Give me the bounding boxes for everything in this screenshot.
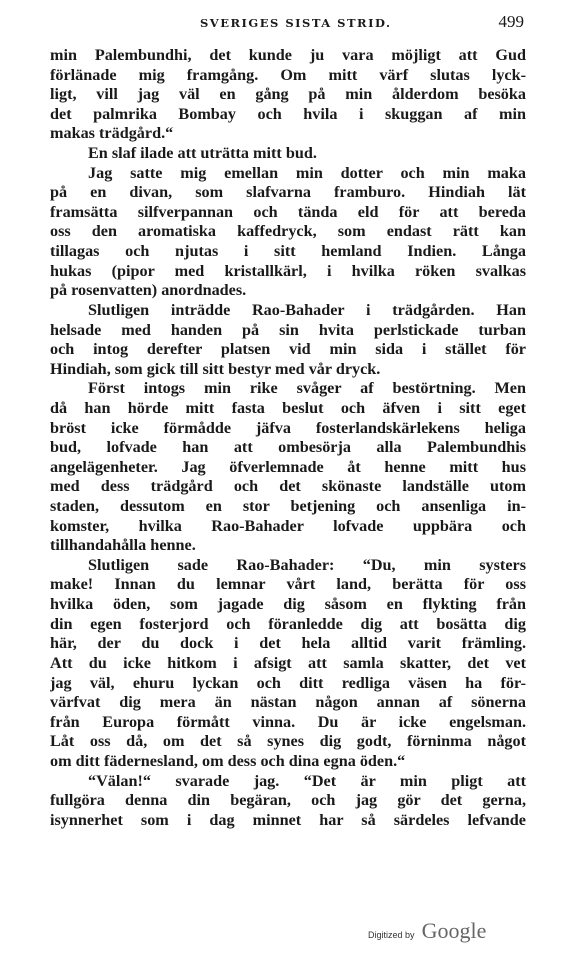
text-line: här, der du dock i det hela alltid varit främling. xyxy=(50,634,526,653)
page-header xyxy=(50,12,526,36)
running-head: SVERIGES SISTA STRID. xyxy=(200,16,392,30)
text-line: tillagas och njutas i sitt hemland Indien. Långa xyxy=(50,242,526,261)
text-line: och intog derefter platsen vid min sida i stället för xyxy=(50,340,526,359)
text-line: komster, hvilka Rao-Bahader lofvade uppbära och xyxy=(50,516,526,535)
text-line: make! Innan du lemnar vårt land, berätta för oss xyxy=(50,575,526,594)
text-line: “Välan!“ svarade jag. “Det är min pligt att xyxy=(88,771,526,790)
text-line: angelägenheter. Jag öfverlemnade åt henne mitt hus xyxy=(50,457,526,476)
text-line: min Palembundhi, det kunde ju vara möjligt att Gud xyxy=(50,46,526,64)
text-line: det palmrika Bombay och hvila i skuggan af min xyxy=(50,104,526,123)
digitized-by-label: Digitized by xyxy=(368,930,415,940)
text-line: om ditt fädernesland, om dess och dina egna öden.“ xyxy=(50,751,406,770)
body-text xyxy=(50,46,526,830)
text-line: Slutligen inträdde Rao-Bahader i trädgården. Han xyxy=(88,300,526,319)
text-line: på en divan, som slafvarna framburo. Hindiah lät xyxy=(50,183,526,202)
text-line: fullgöra denna din begäran, och jag gör det gerna, xyxy=(50,791,526,810)
text-line: helsade med handen på sin hvita perlstickade turban xyxy=(50,320,526,339)
text-line: från Europa förmått vinna. Du är icke engelsman. xyxy=(50,712,526,731)
text-line: staden, dessutom en stor betjening och ansenliga in- xyxy=(50,497,526,516)
text-line: jag väl, ehuru lyckan och ditt redliga väsen ha för- xyxy=(50,673,526,692)
text-line: Hindiah, som gick till sitt bestyr med vår dryck. xyxy=(50,359,381,378)
text-line: bud, lofvade han att ombesörja alla Palembundhis xyxy=(50,438,526,457)
text-line: då han hörde mitt fasta beslut och äfven i sitt eget xyxy=(50,398,526,417)
text-line: Låt oss då, om det så synes dig godt, förninma något xyxy=(50,732,526,751)
text-line: makas trädgård.“ xyxy=(50,124,174,143)
page-number: 499 xyxy=(498,12,524,31)
text-line: hukas (pipor med kristallkärl, i hvilka röken svalkas xyxy=(50,261,526,280)
text-line: hvilka öden, som jagade dig såsom en flykting från xyxy=(50,595,526,614)
text-line: på rosenvatten) anordnades. xyxy=(50,281,247,300)
text-line: med dess trädgård och det skönaste landställe utom xyxy=(50,477,526,496)
text-line: tillhandahålla henne. xyxy=(50,536,196,555)
text-line: Först intogs min rike svåger af bestörtning. Men xyxy=(88,379,526,398)
text-line: din egen fosterjord och föranledde dig att bosätta dig xyxy=(50,614,526,633)
text-line: framsätta silfverpannan och tända eld för att bereda xyxy=(50,202,526,221)
text-line: Att du icke hitkom i afsigt att samla skatter, det vet xyxy=(50,653,526,672)
text-line: Slutligen sade Rao-Bahader: “Du, min systers xyxy=(88,555,526,574)
text-line: oss den aromatiska kaffedryck, som endast rätt kan xyxy=(50,222,526,241)
text-line: bröst icke förmådde jäfva fosterlandskärlekens heliga xyxy=(50,418,526,437)
text-line: En slaf ilade att uträtta mitt bud. xyxy=(88,144,317,163)
book-page xyxy=(50,0,526,959)
google-logo: Google xyxy=(421,918,487,943)
text-line: förlänade mig framgång. Om mitt värf slutas lyck- xyxy=(50,65,526,84)
text-line: ligt, vill jag väl en gång på min ålderdom besöka xyxy=(50,85,526,104)
text-line: Jag satte mig emellan min dotter och min maka xyxy=(88,163,526,182)
digitized-watermark xyxy=(368,918,486,948)
text-line: isynnerhet som i dag minnet har så särdeles lefvande xyxy=(50,810,526,829)
text-line: värfvat dig mera än nästan någon annan af sönerna xyxy=(50,693,526,712)
